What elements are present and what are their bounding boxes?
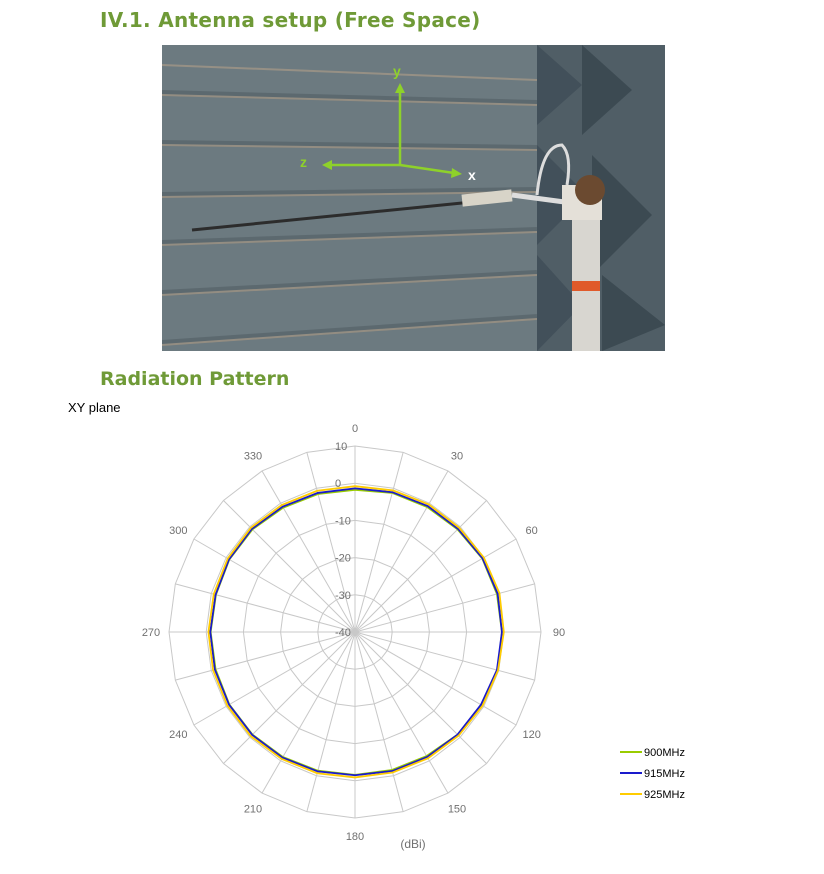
angle-tick-label: 300 xyxy=(169,525,188,537)
radial-tick-label: -40 xyxy=(335,627,351,639)
angle-tick-label: 240 xyxy=(169,729,188,741)
unit-label: (dBi) xyxy=(400,837,426,851)
grid-spoke xyxy=(355,500,487,632)
grid-spoke xyxy=(355,584,535,632)
angle-tick-label: 150 xyxy=(447,803,467,816)
grid-spoke xyxy=(175,632,355,680)
angle-tick-label: 210 xyxy=(243,803,263,816)
legend-label: 925MHz xyxy=(644,789,685,801)
radial-tick-label: -20 xyxy=(335,552,351,565)
grid-spoke xyxy=(355,452,403,632)
radial-tick-label: -30 xyxy=(335,589,351,602)
chart-legend xyxy=(620,747,685,801)
grid-spoke xyxy=(355,632,487,764)
angle-tick-label: 330 xyxy=(243,450,263,463)
grid-spoke xyxy=(307,632,355,812)
axis-label-z: z xyxy=(300,154,307,170)
grid-spoke xyxy=(355,539,516,632)
grid-spoke xyxy=(355,632,403,812)
radiation-pattern-heading: Radiation Pattern xyxy=(100,368,290,390)
angle-tick-label: 0 xyxy=(351,423,359,435)
radial-tick-label: -10 xyxy=(335,515,351,528)
axis-label-y: y xyxy=(393,63,401,79)
angle-tick-label: 180 xyxy=(345,831,365,843)
plane-label: XY plane xyxy=(68,400,121,415)
legend-label: 915MHz xyxy=(644,768,685,780)
grid-spoke xyxy=(355,632,535,680)
legend-label: 900MHz xyxy=(644,747,685,759)
angle-tick-label: 270 xyxy=(141,627,161,639)
section-heading: IV.1. Antenna setup (Free Space) xyxy=(100,8,481,32)
grid-spoke xyxy=(223,632,355,764)
grid-spoke xyxy=(355,632,516,725)
polar-grid xyxy=(169,446,541,818)
radial-tick-label: 10 xyxy=(335,441,348,453)
grid-spoke xyxy=(307,452,355,632)
angle-tick-label: 120 xyxy=(522,729,541,741)
grid-spoke xyxy=(175,584,355,632)
radial-tick-label: 0 xyxy=(335,478,342,491)
angle-tick-label: 90 xyxy=(552,627,566,639)
angle-tick-label: 30 xyxy=(450,450,464,463)
axis-label-x: x xyxy=(468,167,476,183)
angle-tick-label: 60 xyxy=(525,525,538,537)
